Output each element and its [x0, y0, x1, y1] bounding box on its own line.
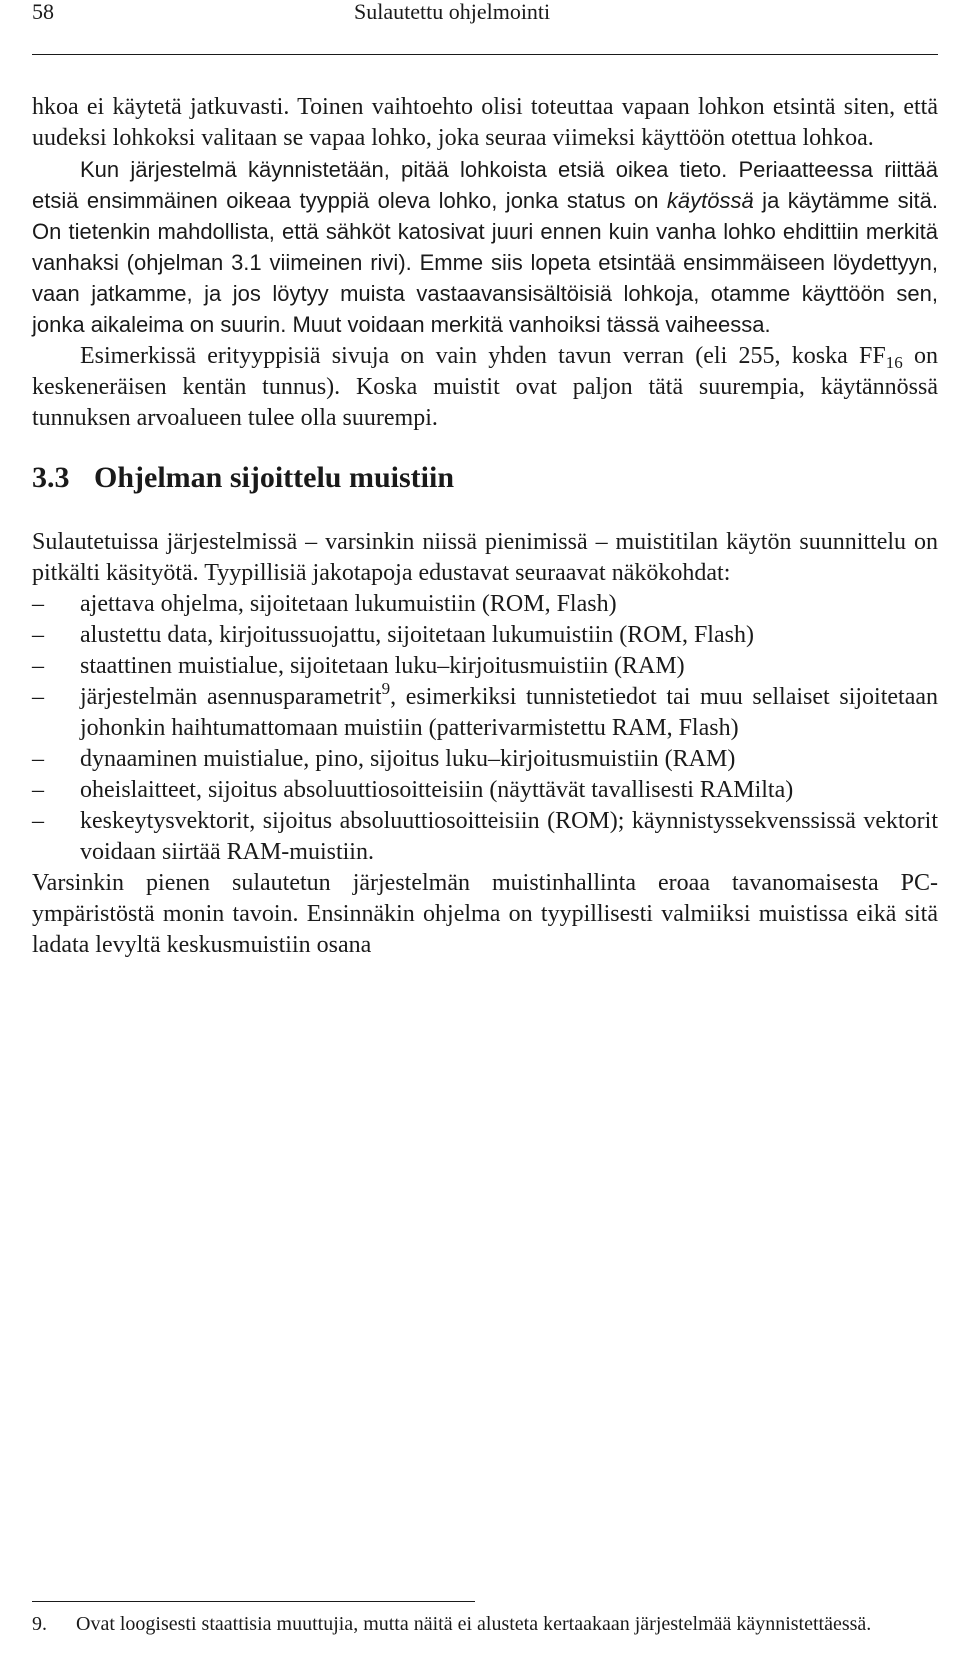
list-item [32, 744, 938, 775]
list-item-text: alustettu data, kirjoitussuojattu, sijoitetaan lukumuistiin (ROM, Flash) [80, 622, 754, 648]
section-heading [32, 461, 938, 495]
running-head [32, 0, 938, 24]
list-item [32, 651, 938, 682]
memory-placement-list [32, 589, 938, 868]
paragraph-startup-search [32, 154, 938, 340]
body-text [32, 92, 938, 961]
footnote-rule [32, 1601, 475, 1602]
list-dash: – [32, 684, 44, 710]
paragraph-text: Varsinkin pienen sulautetun järjestelmän muistinhallinta eroaa tavanomaisesta PC-ympäristöstä monin tavoin. Ensinnäkin ohjelma on tyypillisesti valmiiksi muistissa eikä sitä ladata levyltä keskusmuistiin osana [32, 870, 938, 958]
list-dash: – [32, 746, 44, 772]
list-item [32, 679, 938, 744]
section-number: 3.3 [32, 461, 70, 494]
list-dash: – [32, 653, 44, 679]
list-dash: – [32, 777, 44, 803]
list-item-text: dynaaminen muistialue, pino, sijoitus luku–kirjoitusmuistiin (RAM) [80, 746, 736, 772]
list-item [32, 620, 938, 651]
list-item-text: järjestelmän asennusparametrit [80, 684, 382, 710]
subscript-16: 16 [885, 353, 903, 372]
section-title: Ohjelman sijoittelu muistiin [94, 461, 455, 494]
footnote-mark: 9. [32, 1613, 47, 1635]
section-intro [32, 527, 938, 589]
paragraph-text: Kun järjestelmä käynnistetään, pitää lohkoista etsiä oikea tieto. Periaatteessa riittää etsiä ensimmäinen oikeaa tyyppiä oleva lohko, jonka status on [32, 157, 938, 213]
emphasis-kaytossa: käytössä [666, 188, 754, 213]
paragraph-text: Esimerkissä erityyppisiä sivuja on vain yhden tavun verran (eli 255, koska FF [80, 343, 886, 369]
page-number: 58 [32, 0, 54, 24]
list-item-text: oheislaitteet, sijoitus absoluuttiosoitteisiin (näyttävät tavallisesti RAMilta) [80, 777, 794, 803]
footnote-reference[interactable]: 9 [381, 679, 391, 698]
list-dash: – [32, 591, 44, 617]
paragraph-block-search [32, 92, 938, 154]
paragraph-text-continued: ja käytämme sitä. On tietenkin mahdollista, että sähköt katosivat juuri ennen kuin vanha lohko ehdittiin merkitä vanhaksi (ohjelman 3.1 viimeinen rivi). Emme siis lopeta etsintää ensimmäiseen löydettyyn, vaan jatkamme, ja jos löytyy muista vastaavansisältöisiä lohkoja, otamme käyttöön sen, jonka aikaleima on suurin. Muut voidaan merkitä vanhoiksi tässä vaiheessa. [32, 188, 939, 337]
list-dash: – [32, 808, 44, 834]
header-rule [32, 54, 938, 55]
chapter-title: Sulautettu ohjelmointi [354, 0, 551, 24]
list-item-text: ajettava ohjelma, sijoitetaan lukumuistiin (ROM, Flash) [80, 591, 617, 617]
closing-paragraph [32, 868, 938, 961]
paragraph-text: Sulautetuissa järjestelmissä – varsinkin niissä pienimissä – muistitilan käytön suunnittelu on pitkälti käsityötä. Tyypillisiä jakotapoja edustavat seuraavat näkökohdat: [32, 529, 938, 586]
list-item-text: staattinen muistialue, sijoitetaan luku–kirjoitusmuistiin (RAM) [80, 653, 685, 679]
paragraph-example-types [32, 341, 938, 434]
list-item [32, 775, 938, 806]
footnote [32, 1611, 938, 1638]
list-item [32, 806, 938, 868]
list-item-text-continued: , esimerkiksi tunnistetiedot tai muu sellaiset sijoitetaan johonkin haihtumattomaan muistiin (patterivarmistettu RAM, Flash) [80, 684, 938, 741]
paragraph-text: hkoa ei käytetä jatkuvasti. Toinen vaihtoehto olisi toteuttaa vapaan lohkon etsintä siten, että uudeksi lohkoksi valitaan se vapaa lohko, joka seuraa viimeksi käyttöön otettua lohkoa. [32, 94, 938, 151]
list-item [32, 589, 938, 620]
footnote-text: Ovat loogisesti staattisia muuttujia, mutta näitä ei alusteta kertaakaan järjestelmää käynnistettäessä. [76, 1613, 872, 1635]
paragraph-text-continued: on keskeneräisen kentän tunnus). Koska muistit ovat paljon tätä suurempia, käytännössä tunnuksen arvoalueen tulee olla suurempi. [32, 343, 938, 431]
list-item-text: keskeytysvektorit, sijoitus absoluuttiosoitteisiin (ROM); käynnistyssekvenssissä vektorit voidaan siirtää RAM-muistiin. [80, 808, 938, 865]
list-dash: – [32, 622, 44, 648]
